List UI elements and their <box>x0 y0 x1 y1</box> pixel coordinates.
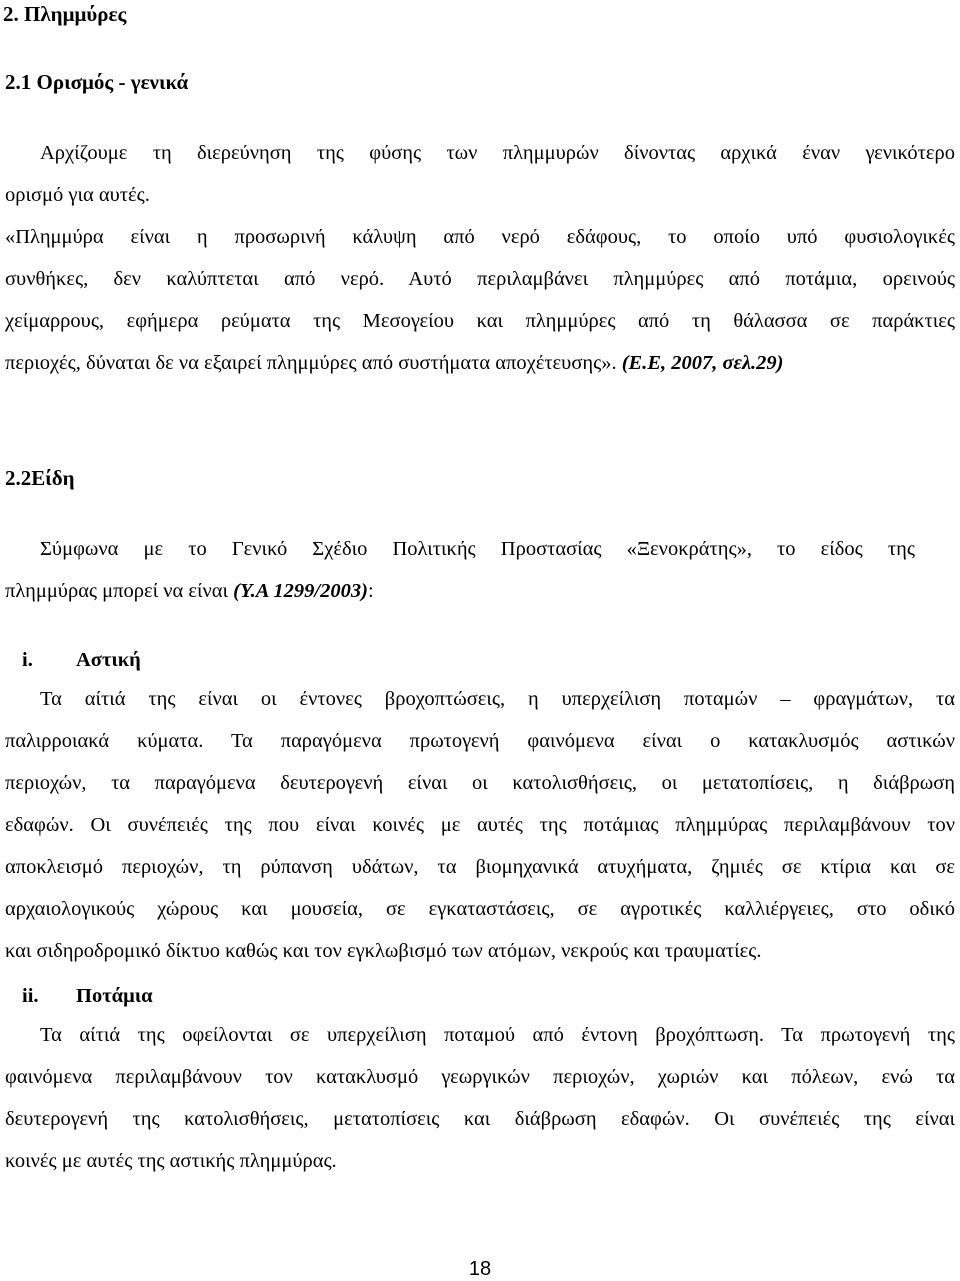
paragraph-line: Σύμφωνα με το Γενικό Σχέδιο Πολιτικής Προστασίας «Ξενοκράτης», το είδος της <box>40 538 915 560</box>
paragraph-line-with-citation <box>5 353 955 374</box>
list-item-title: Αστική <box>76 649 141 671</box>
paragraph-text: : <box>367 580 374 602</box>
citation: (Υ.Α 1299/2003) <box>233 580 368 602</box>
paragraph-line: περιοχών, τα παραγόμενα δευτερογενή είναι οι κατολισθήσεις, οι μετατοπίσεις, η διάβρωση <box>5 772 955 794</box>
paragraph-line: συνθήκες, δεν καλύπτεται από νερό. Αυτό περιλαμβάνει πλημμύρες από ποτάμια, ορεινούς <box>5 268 955 290</box>
paragraph-line: παλιρροιακά κύματα. Τα παραγόμενα πρωτογενή φαινόμενα είναι ο κατακλυσμός αστικών <box>5 730 955 752</box>
list-numeral: i. <box>22 649 33 671</box>
paragraph-line: Αρχίζουμε τη διερεύνηση της φύσης των πλημμυρών δίνοντας αρχικά έναν γενικότερο <box>40 142 955 164</box>
paragraph-text: περιοχές, δύναται δε να εξαιρεί πλημμύρες από συστήματα αποχέτευσης». <box>5 352 622 374</box>
paragraph-line: εδαφών. Οι συνέπειές της που είναι κοινές με αυτές της ποτάμιας πλημμύρας περιλαμβάνουν τον <box>5 814 955 836</box>
paragraph-line: «Πλημμύρα είναι η προσωρινή κάλυψη από νερό εδάφους, το οποίο υπό φυσιολογικές <box>5 226 955 248</box>
paragraph-line: αποκλεισμό περιοχών, τη ρύπανση υδάτων, τα βιομηχανικά ατυχήματα, ζημιές σε κτίρια και σε <box>5 856 955 878</box>
page-number: 18 <box>468 1258 492 1280</box>
paragraph-line: κοινές με αυτές της αστικής πλημμύρας. <box>5 1150 337 1172</box>
paragraph-line: ορισμό για αυτές. <box>5 184 150 206</box>
citation: (Ε.Ε, 2007, σελ.29) <box>621 352 784 374</box>
paragraph-line-with-citation <box>5 581 955 602</box>
paragraph-line: χείμαρρους, εφήμερα ρεύματα της Μεσογείου και πλημμύρες από τη θάλασσα σε παράκτιες <box>5 310 955 332</box>
paragraph-line: Τα αίτιά της οφείλονται σε υπερχείλιση ποταμού από έντονη βροχόπτωση. Τα πρωτογενή της <box>40 1024 955 1046</box>
paragraph-line: και σιδηροδρομικό δίκτυο καθώς και τον εγκλωβισμό των ατόμων, νεκρούς και τραυματίες. <box>5 940 762 962</box>
paragraph-line: Τα αίτιά της είναι οι έντονες βροχοπτώσεις, η υπερχείλιση ποταμών – φραγμάτων, τα <box>40 688 955 710</box>
list-item-title: Ποτάμια <box>76 985 153 1007</box>
section-heading-2-2: 2.2Είδη <box>5 466 75 490</box>
paragraph-line: δευτερογενή της κατολισθήσεις, μετατοπίσεις και διάβρωση εδαφών. Οι συνέπειές της είναι <box>5 1108 955 1130</box>
paragraph-text: πλημμύρας μπορεί να είναι <box>5 580 234 602</box>
list-numeral: ii. <box>22 985 39 1007</box>
paragraph-line: φαινόμενα περιλαμβάνουν τον κατακλυσμό γεωργικών περιοχών, χωριών και πόλεων, ενώ τα <box>5 1066 955 1088</box>
chapter-heading: 2. Πλημμύρες <box>3 2 127 26</box>
paragraph-line: αρχαιολογικούς χώρους και μουσεία, σε εγκαταστάσεις, σε αγροτικές καλλιέργειες, στο οδικό <box>5 898 955 920</box>
section-heading-2-1: 2.1 Ορισμός - γενικά <box>5 70 189 94</box>
